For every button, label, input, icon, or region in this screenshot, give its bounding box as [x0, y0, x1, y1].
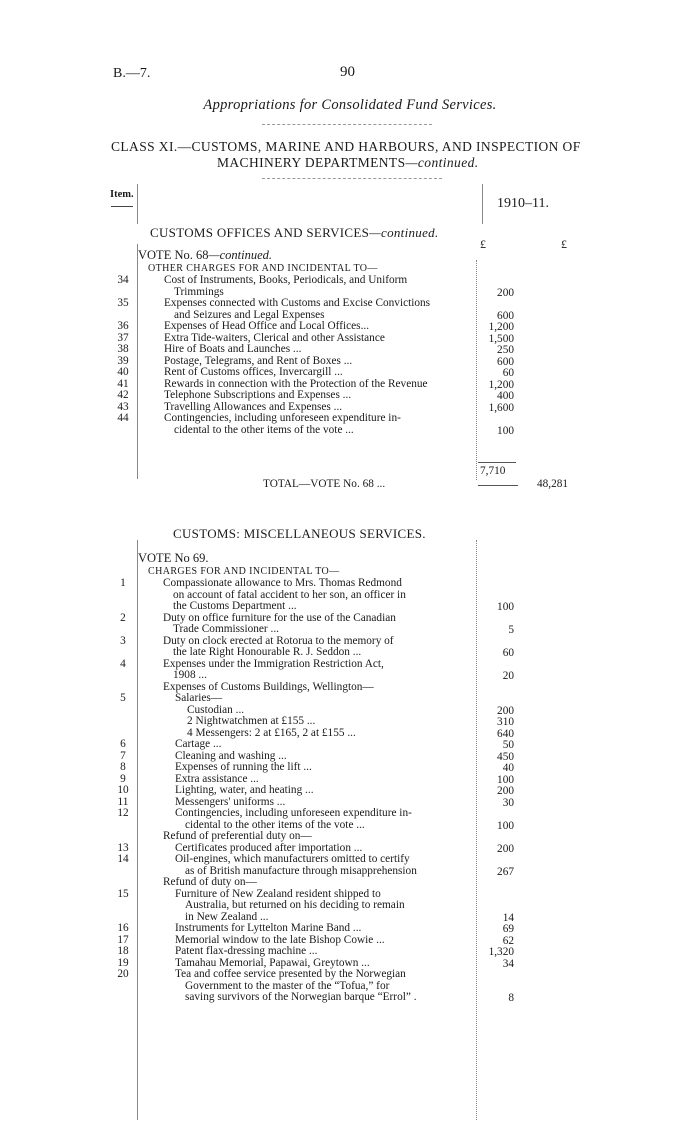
item-amount: 310: [497, 716, 514, 728]
vote68-heading: [138, 248, 272, 263]
item-number: 40: [117, 366, 129, 378]
section2-title: CUSTOMS: MISCELLANEOUS SERVICES.: [173, 526, 426, 541]
year-column-rule: [482, 184, 483, 224]
item-column-header: Item.: [110, 189, 134, 200]
item-description-line: Refund of duty on—: [163, 877, 257, 888]
financial-year: 1910–11.: [497, 196, 549, 211]
section1-amount-rule: [476, 260, 477, 480]
item-description-line: the Customs Department ...: [173, 601, 297, 612]
section1-subtotal: 7,710: [480, 465, 506, 477]
section2-charges-heading: CHARGES FOR AND INCIDENTAL TO—: [148, 566, 340, 577]
item-amount: 50: [502, 739, 514, 751]
item-description-line: Cost of Instruments, Books, Periodicals, and Uniform: [164, 275, 408, 286]
item-amount: 34: [502, 957, 514, 970]
item-header-underline: [111, 206, 133, 207]
page-reference: B.—7.: [113, 66, 151, 81]
section2-amount-rule: [476, 540, 477, 1120]
item-description-line: Custodian ...: [187, 704, 245, 716]
item-description-line: Duty on clock erected at Rotorua to the memory of: [163, 635, 394, 647]
item-description-line: Expenses of Head Office and Local Offices...: [164, 321, 370, 332]
item-description-line: Expenses under the Immigration Restriction Act,: [163, 658, 384, 670]
item-amount: 5: [508, 624, 514, 636]
item-description-line: and Seizures and Legal Expenses: [174, 309, 325, 321]
item-description-line: the late Right Honourable R. J. Seddon ...: [173, 647, 362, 658]
item-description-line: 4 Messengers: 2 at £165, 2 at £155 ...: [187, 727, 356, 739]
total-rule: [478, 485, 518, 486]
item-description-line: Telephone Subscriptions and Expenses ...: [164, 390, 352, 401]
item-amount: 60: [502, 647, 514, 659]
item-description-line: Tea and coffee service presented by the Norwegian: [175, 969, 406, 980]
item-amount: 1,500: [488, 332, 514, 345]
item-number: 1: [120, 577, 126, 589]
item-number: 20: [117, 968, 129, 980]
item-description-line: on account of fatal accident to her son, an officer in: [173, 589, 406, 601]
item-amount: 100: [497, 773, 514, 786]
total-vote68-label: TOTAL—VOTE No. 68 ...: [263, 478, 386, 490]
item-description-line: Tamahau Memorial, Papawai, Greytown ...: [175, 957, 370, 969]
item-amount: 100: [497, 819, 514, 832]
item-description-line: Duty on office furniture for the use of the Canadian: [163, 612, 396, 624]
item-amount: 1,320: [488, 946, 514, 958]
class-divider: [262, 178, 442, 179]
vote68-continued: —continued.: [208, 248, 273, 262]
item-description-line: Extra Tide-waiters, Clerical and other Assistance: [164, 332, 385, 344]
item-number: 11: [117, 795, 129, 808]
item-number: 41: [117, 377, 129, 390]
item-description-line: Contingencies, including unforeseen expenditure in-: [164, 413, 401, 424]
item-description-line: Patent flax-dressing machine ...: [175, 946, 318, 957]
item-description-line: cidental to the other items of the vote ...: [174, 424, 354, 436]
item-amount: 60: [502, 367, 514, 379]
item-amount: 450: [497, 750, 514, 763]
item-amount: 100: [497, 601, 514, 613]
subtotal-rule: [478, 462, 516, 463]
class-title-main: MACHINERY DEPARTMENTS: [217, 155, 406, 170]
item-description-line: Postage, Telegrams, and Rent of Boxes ...: [164, 355, 353, 367]
item-description-line: 2 Nightwatchmen at £155 ...: [187, 716, 316, 727]
item-description-line: Trimmings: [174, 286, 224, 298]
item-number: 34: [117, 274, 129, 286]
item-column-rule: [137, 184, 138, 224]
item-description-line: Trade Commissioner ...: [173, 624, 279, 635]
item-description-line: Cleaning and washing ...: [175, 750, 287, 762]
item-number: 14: [117, 853, 129, 865]
item-description-line: Travelling Allowances and Expenses ...: [164, 401, 343, 413]
item-amount: 600: [497, 355, 514, 368]
item-number: 36: [117, 320, 129, 332]
item-amount: 640: [497, 727, 514, 740]
item-amount: 62: [502, 934, 514, 947]
item-number: 2: [120, 611, 126, 624]
item-number: 44: [117, 412, 129, 424]
item-description-line: Oil-engines, which manufacturers omitted to certify: [175, 854, 410, 865]
item-description-line: Furniture of New Zealand resident shipped to: [175, 888, 381, 900]
item-description-line: Hire of Boats and Launches ...: [164, 344, 302, 355]
class-title-line1: CLASS XI.—CUSTOMS, MARINE AND HARBOURS, AND INSPECTION OF: [111, 139, 581, 154]
item-amount: 400: [497, 390, 514, 402]
item-amount: 250: [497, 344, 514, 356]
item-description-line: Expenses of Customs Buildings, Wellington—: [163, 681, 374, 693]
item-number: 6: [120, 738, 126, 750]
item-amount: 267: [497, 865, 514, 878]
item-number: 37: [117, 331, 129, 344]
section1-title: [150, 225, 439, 241]
item-number: 12: [117, 807, 129, 819]
vote69-heading: VOTE No 69.: [138, 551, 209, 565]
section1-title-text: CUSTOMS OFFICES AND SERVICES: [150, 225, 370, 240]
vote68-label: VOTE No. 68: [138, 248, 209, 262]
class-title-line2: [217, 155, 479, 171]
item-description-line: Messengers' uniforms ...: [175, 796, 286, 808]
item-number: 3: [120, 634, 126, 647]
item-description-line: Contingencies, including unforeseen expenditure in-: [175, 808, 412, 819]
item-description-line: Expenses of running the lift ...: [175, 762, 312, 773]
item-number: 10: [117, 784, 129, 796]
item-number: 16: [117, 922, 129, 934]
item-number: 19: [117, 956, 129, 969]
pound-sign-1: £: [480, 237, 486, 251]
item-amount: 20: [502, 670, 514, 682]
item-description-line: Expenses connected with Customs and Excise Convictions: [164, 298, 431, 309]
item-amount: 100: [497, 424, 514, 437]
pound-sign-2: £: [561, 237, 567, 251]
item-description-line: Lighting, water, and heating ...: [175, 785, 314, 796]
item-description-line: Instruments for Lyttelton Marine Band ...: [175, 923, 362, 934]
item-description-line: Memorial window to the late Bishop Cowie ...: [175, 934, 385, 946]
item-amount: 1,600: [488, 401, 514, 414]
item-amount: 8: [508, 992, 514, 1004]
section1-left-rule: [137, 244, 138, 479]
item-amount: 40: [502, 762, 514, 774]
item-amount: 14: [502, 911, 514, 924]
item-number: 8: [120, 761, 126, 773]
item-description-line: Rent of Customs offices, Invercargill ...: [164, 367, 343, 378]
total-vote68-amount: 48,281: [537, 478, 569, 490]
item-amount: 200: [497, 286, 514, 299]
item-amount: 1,200: [488, 378, 514, 391]
item-number: 7: [120, 749, 126, 762]
item-description-line: Rewards in connection with the Protection of the Revenue: [164, 378, 428, 390]
item-description-line: 1908 ...: [173, 670, 207, 681]
item-amount: 600: [497, 309, 514, 322]
item-number: 43: [117, 400, 129, 413]
item-number: 9: [120, 772, 126, 785]
section2-rule: [137, 540, 138, 1120]
item-number: 17: [117, 933, 129, 946]
item-description-line: saving survivors of the Norwegian barque “Errol” .: [185, 992, 417, 1003]
item-description-line: Compassionate allowance to Mrs. Thomas Redmond: [163, 578, 402, 589]
item-number: 39: [117, 354, 129, 367]
item-number: 5: [120, 692, 126, 704]
item-description-line: Refund of preferential duty on—: [163, 831, 312, 842]
item-amount: 200: [497, 842, 514, 855]
item-number: 18: [117, 945, 129, 957]
item-description-line: Salaries—: [175, 693, 223, 704]
item-number: 15: [117, 887, 129, 900]
page-subtitle: Appropriations for Consolidated Fund Services.: [203, 97, 497, 113]
item-description-line: in New Zealand ...: [185, 911, 269, 923]
class-title-continued: —continued.: [405, 155, 479, 170]
item-number: 38: [117, 343, 129, 355]
item-amount: 1,200: [488, 321, 514, 333]
item-description-line: Extra assistance ...: [175, 773, 259, 785]
item-number: 4: [120, 657, 126, 670]
item-description-line: cidental to the other items of the vote ...: [185, 819, 365, 831]
item-description-line: Australia, but returned on his deciding to remain: [185, 900, 405, 911]
page-number: 90: [340, 64, 355, 80]
item-description-line: Certificates produced after importation ...: [175, 842, 363, 854]
item-amount: 30: [502, 796, 514, 809]
item-amount: 200: [497, 785, 514, 797]
section1-charges-heading: OTHER CHARGES FOR AND INCIDENTAL TO—: [148, 263, 378, 274]
item-description-line: as of British manufacture through misapprehension: [185, 865, 417, 877]
item-number: 35: [117, 297, 129, 309]
subtitle-divider: [262, 124, 432, 125]
item-number: 13: [117, 841, 129, 854]
item-number: 42: [117, 389, 129, 401]
item-description-line: Government to the master of the “Tofua,” for: [185, 980, 390, 992]
item-amount: 69: [502, 923, 514, 935]
item-amount: 200: [497, 704, 514, 717]
item-description-line: Cartage ...: [175, 739, 222, 750]
section1-title-continued: —continued.: [369, 225, 439, 240]
